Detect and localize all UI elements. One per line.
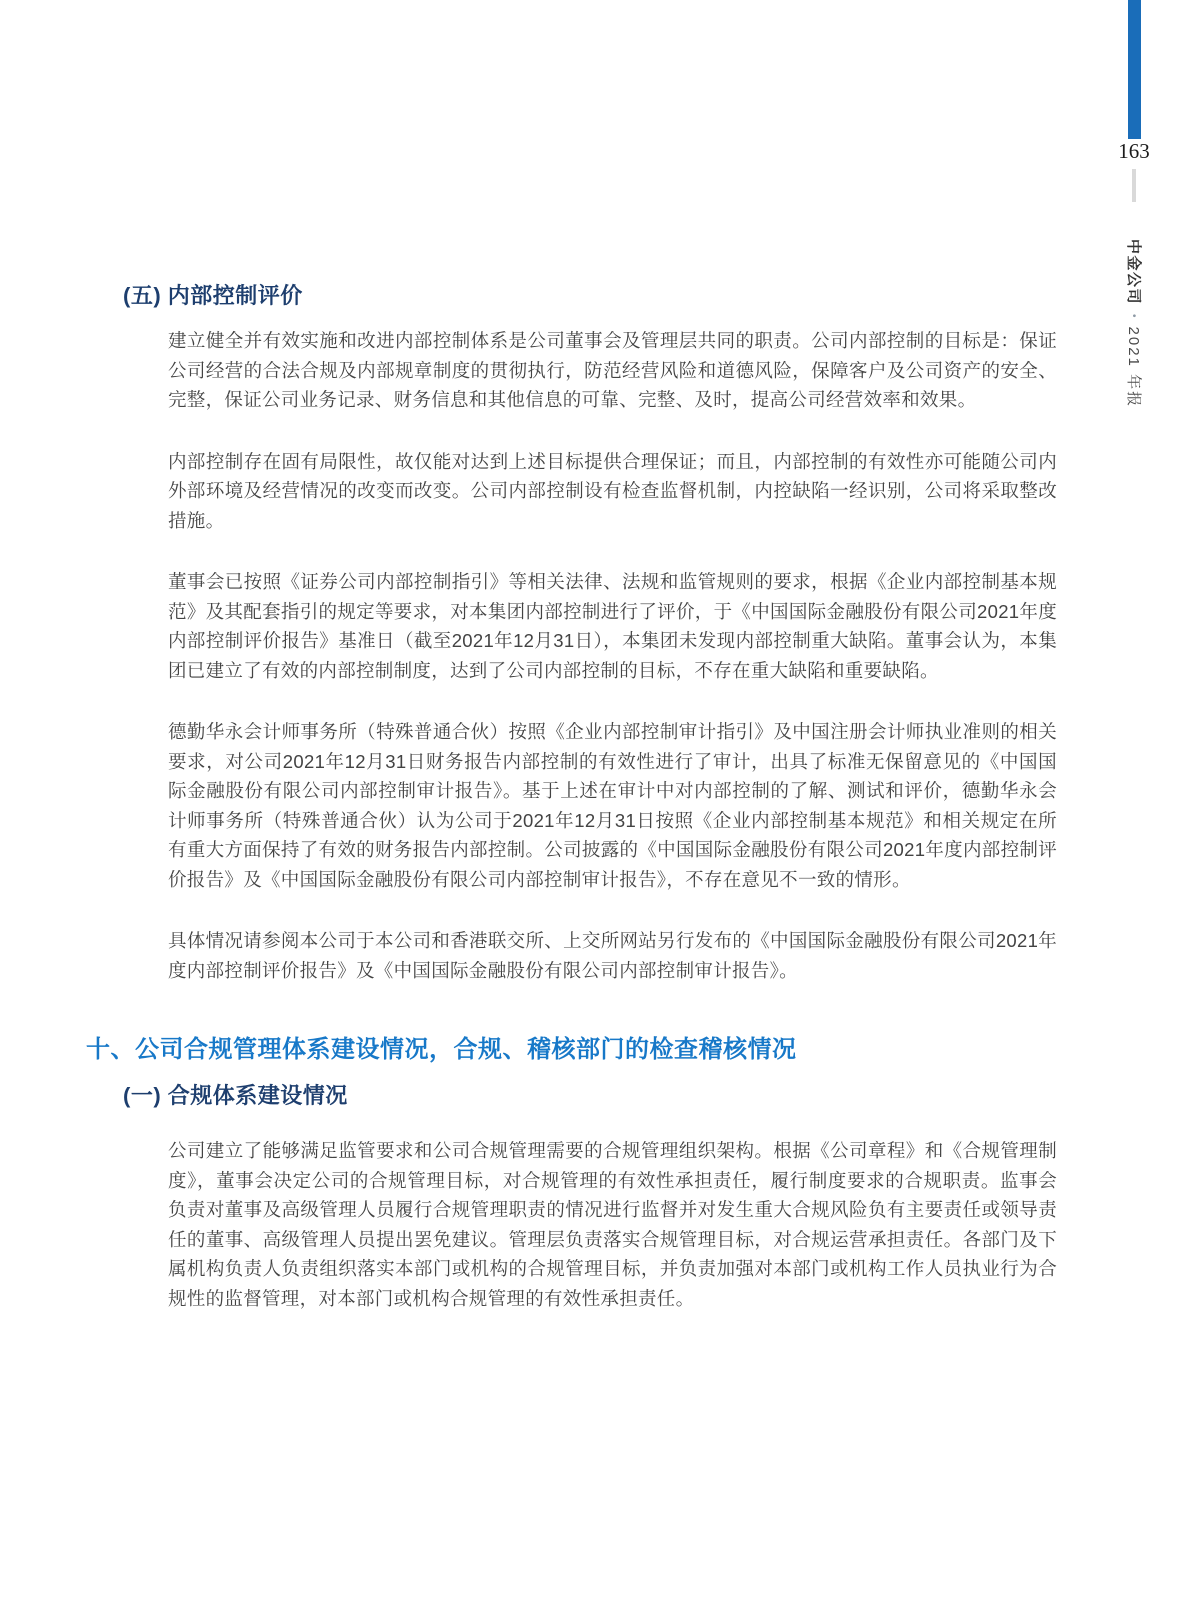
report-edition-label: 2021 年报 (1125, 326, 1142, 409)
subsection-heading-compliance-construction: (一) 合规体系建设情况 (123, 1083, 348, 1108)
bullet-separator: • (1128, 314, 1139, 318)
internal-control-paragraph-5: 具体情况请参阅本公司于本公司和香港联交所、上交所网站另行发布的《中国国际金融股份有限公司2021年度内部控制评价报告》及《中国国际金融股份有限公司内部控制审计报告》。 (168, 930, 1057, 981)
main-content (86, 0, 1057, 1313)
page-number: 163 (1118, 139, 1150, 163)
page-number-rule (1132, 169, 1136, 202)
internal-control-paragraph-4: 德勤华永会计师事务所（特殊普通合伙）按照《企业内部控制审计指引》及中国注册会计师执业准则的相关要求，对公司2021年12月31日财务报告内部控制的有效性进行了审计，出具了标准无保留意见的《中国国际金融股份有限公司内部控制审计报告》。基于上述在审计中对内部控制的了解、测试和评价，德勤华永会计师事务所（特殊普通合伙）认为公司于2021年12月31日按照《企业内部控制基本规范》和相关规定在所有重大方面保持了有效的财务报告内部控制。公司披露的《中国国际金融股份有限公司2021年度内部控制评价报告》及《中国国际金融股份有限公司内部控制审计报告》，不存在意见不一致的情形。 (168, 721, 1057, 890)
internal-control-paragraph-3: 董事会已按照《证券公司内部控制指引》等相关法律、法规和监管规则的要求，根据《企业内部控制基本规范》及其配套指引的规定等要求，对本集团内部控制进行了评价，于《中国国际金融股份有限公司2021年度内部控制评价报告》基准日（截至2021年12月31日），本集团未发现内部控制重大缺陷。董事会认为，本集团已建立了有效的内部控制制度，达到了公司内部控制的目标，不存在重大缺陷和重要缺陷。 (168, 571, 1057, 681)
section-heading-compliance-system: 十、公司合规管理体系建设情况，合规、稽核部门的检查稽核情况 (86, 1036, 797, 1063)
sidebar-caption (1123, 239, 1144, 408)
internal-control-paragraph-2: 内部控制存在固有局限性，故仅能对达到上述目标提供合理保证；而且，内部控制的有效性亦可能随公司内外部环境及经营情况的改变而改变。公司内部控制设有检查监督机制，内控缺陷一经识别，公司将采取整改措施。 (168, 450, 1057, 531)
accent-bar (1128, 0, 1141, 139)
internal-control-paragraph-1: 建立健全并有效实施和改进内部控制体系是公司董事会及管理层共同的职责。公司内部控制的目标是：保证公司经营的合法合规及内部规章制度的贯彻执行，防范经营风险和道德风险，保障客户及公司资产的安全、完整，保证公司业务记录、财务信息和其他信息的可靠、完整、及时，提高公司经营效率和效果。 (168, 330, 1057, 410)
section-heading-internal-control-evaluation: (五) 内部控制评价 (123, 283, 303, 308)
company-name-label: 中金公司 (1125, 239, 1142, 306)
compliance-paragraph-1: 公司建立了能够满足监管要求和公司合规管理需要的合规管理组织架构。根据《公司章程》和《合规管理制度》，董事会决定公司的合规管理目标，对合规管理的有效性承担责任，履行制度要求的合规职责。监事会负责对董事及高级管理人员履行合规管理职责的情况进行监督并对发生重大合规风险负有主要责任或领导责任的董事、高级管理人员提出罢免建议。管理层负责落实合规管理目标，对合规运营承担责任。各部门及下属机构负责人负责组织落实本部门或机构的合规管理目标，并负责加强对本部门或机构工作人员执业行为合规性的监督管理，对本部门或机构合规管理的有效性承担责任。 (168, 1140, 1057, 1309)
